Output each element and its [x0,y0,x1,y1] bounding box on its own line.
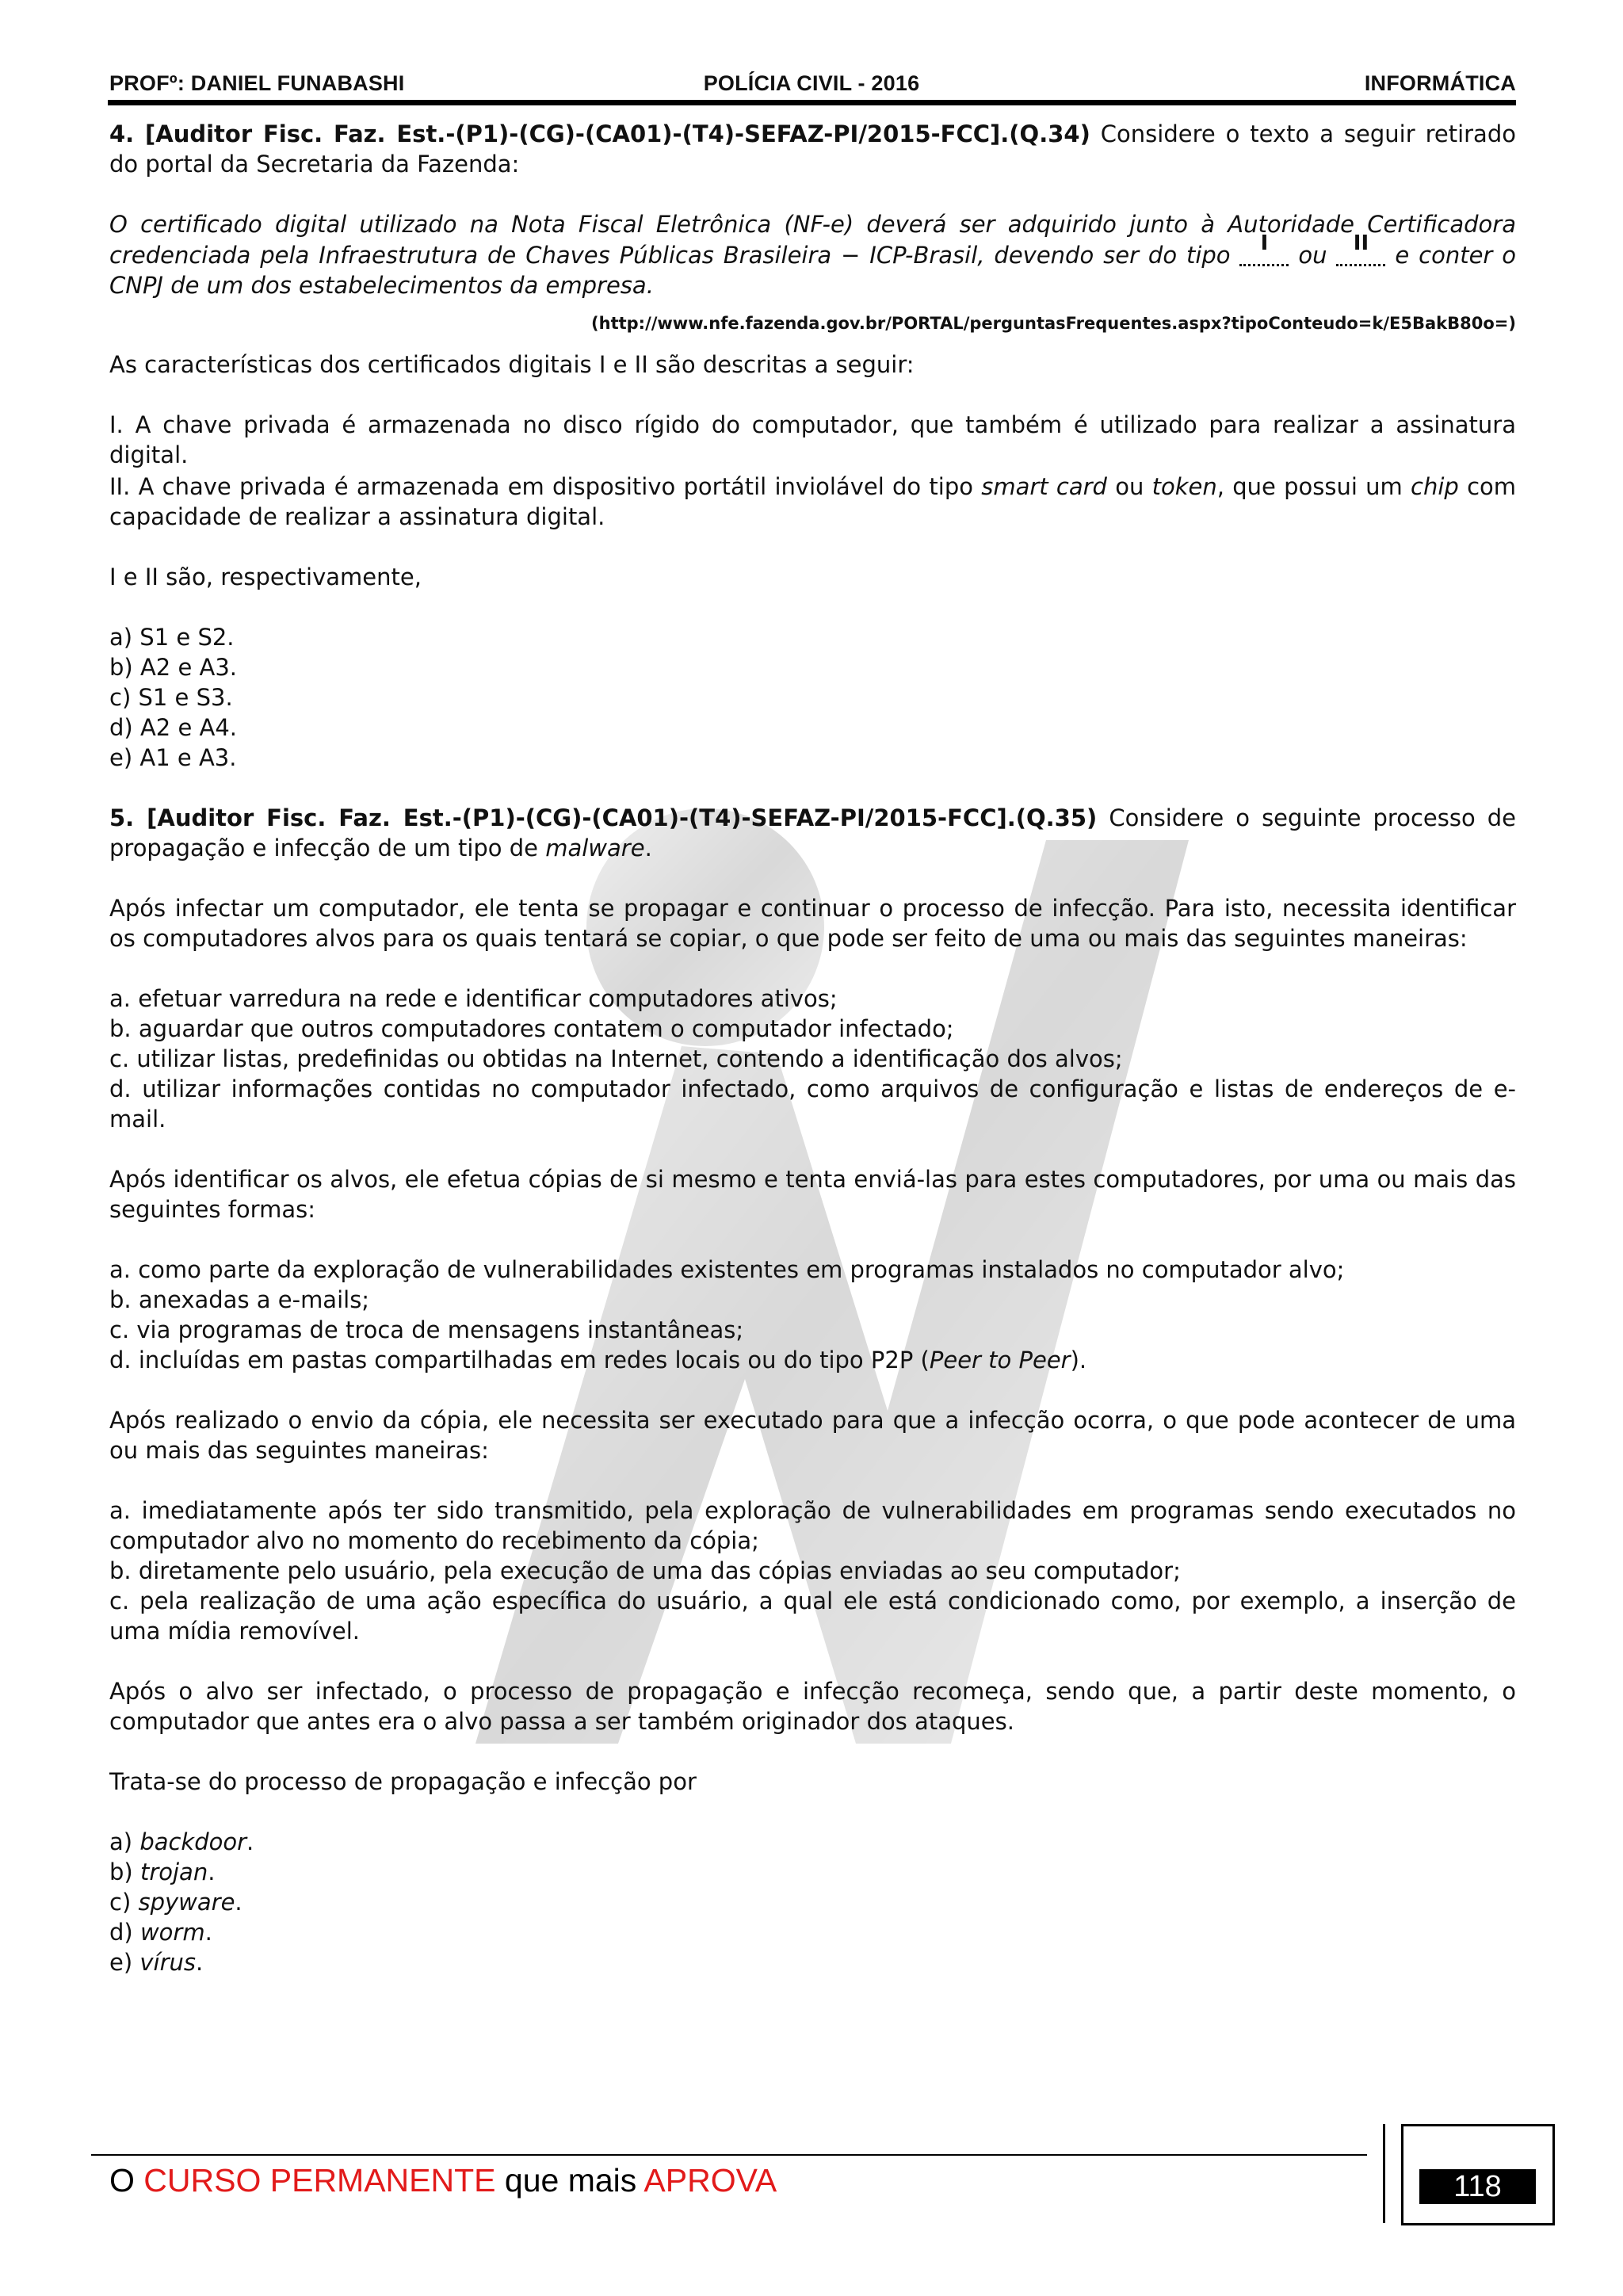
q4-quote-part2: ou [1289,242,1337,269]
q4-options [109,622,1516,773]
q5-option-c: c) spyware. [109,1889,242,1916]
q4-question: I e II são, respectivamente, [109,563,422,590]
q5-para-2: Após identificar os alvos, ele efetua cópias de si mesmo e tenta enviá-las para estes computadores, por uma ou mais das seguintes formas: [109,1166,1516,1223]
header-subject: INFORMÁTICA [1364,71,1516,95]
q4-option-b: b) A2 e A3. [109,654,238,681]
q4-quote [109,209,1516,300]
q5-ref: 5. [Auditor Fisc. Faz. Est.-(P1)-(CG)-(CA01)-(T4)-SEFAZ-PI/2015-FCC].(Q.35) [109,804,1098,831]
q5-list1-c: c. utilizar listas, predefinidas ou obtidas na Internet, contendo a identificação dos alvos; [109,1045,1123,1072]
footer-slogan: O CURSO PERMANENTE que mais APROVA [109,2162,777,2199]
q5-list2-c: c. via programas de troca de mensagens instantâneas; [109,1316,744,1343]
q5-option-d: d) worm. [109,1919,212,1946]
footer-rule [91,2154,1367,2156]
blank-ii-label: II [1353,231,1369,255]
blank-i-label: I [1260,231,1269,255]
q4-option-e: e) A1 e A3. [109,744,237,771]
q4-option-d: d) A2 e A4. [109,714,238,741]
q4-intro: Considere o texto a seguir retirado do portal da Secretaria da Fazenda: [109,120,1516,178]
q5-option-b: b) trojan. [109,1859,216,1885]
blank-i [1239,231,1289,263]
q5-list3-b: b. diretamente pelo usuário, pela execução de uma das cópias enviadas ao seu computador; [109,1557,1181,1584]
q4-ref: 4. [Auditor Fisc. Faz. Est.-(P1)-(CG)-(CA01)-(T4)-SEFAZ-PI/2015-FCC].(Q.34) [109,120,1090,147]
page-number: 118 [1419,2169,1536,2204]
q5-list1-a: a. efetuar varredura na rede e identificar computadores ativos; [109,985,838,1012]
q5-list1-b: b. aguardar que outros computadores contatem o computador infectado; [109,1015,954,1042]
q5-para-3: Após realizado o envio da cópia, ele necessita ser executado para que a infecção ocorra, o que pode acontecer de uma ou mais das seguintes maneiras: [109,1407,1516,1464]
q5-para-1: Após infectar um computador, ele tenta se propagar e continuar o processo de infecção. Para isto, necessita identificar os computadores alvos para os quais tentará se copiar, o que pode ser feito de uma ou mais das seguintes maneiras: [109,895,1516,952]
header-rule [108,100,1516,105]
q4-quote-part1: O certificado digital utilizado na Nota Fiscal Eletrônica (NF-e) deverá ser adquirido junto à Autoridade Certificadora credenciada pela Infraestrutura de Chaves Públicas Brasileira − ICP-Brasil, devendo ser do tipo [109,211,1516,269]
q4-item-1: I. A chave privada é armazenada no disco rígido do computador, que também é utilizado para realizar a assinatura digital. [109,411,1516,468]
q5-list2-d: d. incluídas em pastas compartilhadas em redes locais ou do tipo P2P (Peer to Peer). [109,1347,1087,1373]
q4-option-c: c) S1 e S3. [109,684,233,711]
q5-list2-a: a. como parte da exploração de vulnerabilidades existentes em programas instalados no computador alvo; [109,1256,1345,1283]
header-course: POLÍCIA CIVIL - 2016 [703,71,920,95]
q5-list2-b: b. anexadas a e-mails; [109,1286,370,1313]
q5-option-a: a) backdoor. [109,1828,254,1855]
q5-para-4: Após o alvo ser infectado, o processo de propagação e infecção recomeça, sendo que, a partir deste momento, o computador que antes era o alvo passa a ser também originador dos ataques. [109,1678,1516,1735]
q4-option-a: a) S1 e S2. [109,624,235,651]
footer-divider [1383,2124,1385,2223]
q5-list1-d: d. utilizar informações contidas no computador infectado, como arquivos de configuração e listas de endereços de e-mail. [109,1075,1516,1133]
q5-option-e: e) vírus. [109,1949,204,1976]
q4-desc: As características dos certificados digitais I e II são descritas a seguir: [109,351,915,378]
blank-ii [1336,231,1385,263]
q5-list3-a: a. imediatamente após ter sido transmitido, pela exploração de vulnerabilidades em programas sendo executados no computador alvo no momento do recebimento da cópia; [109,1497,1516,1554]
q5-options [109,1827,1516,1977]
q5-heading: 5. [Auditor Fisc. Faz. Est.-(P1)-(CG)-(CA01)-(T4)-SEFAZ-PI/2015-FCC].(Q.35) Considere o seguinte processo de propagação e infecção de um tipo de malware. [109,804,1516,861]
q4-item-2: II. A chave privada é armazenada em dispositivo portátil inviolável do tipo smart card ou token, que possui um chip com capacidade de realizar a assinatura digital. [109,473,1517,530]
content [109,119,1516,1977]
header-author: PROFº: DANIEL FUNABASHI [109,71,405,95]
q5-question: Trata-se do processo de propagação e infecção por [109,1768,697,1795]
q5-list3-c: c. pela realização de uma ação específica do usuário, a qual ele está condicionado como, por exemplo, a inserção de uma mídia removível. [109,1587,1516,1645]
page-number-box [1401,2124,1555,2225]
q4-quote-part3: e conter o CNPJ de um dos estabelecimentos da empresa. [109,242,1516,299]
q4-source: (http://www.nfe.fazenda.gov.br/PORTAL/perguntasFrequentes.aspx?tipoConteudo=k/E5BakB80o=) [591,314,1516,333]
q4-heading [109,119,1516,179]
